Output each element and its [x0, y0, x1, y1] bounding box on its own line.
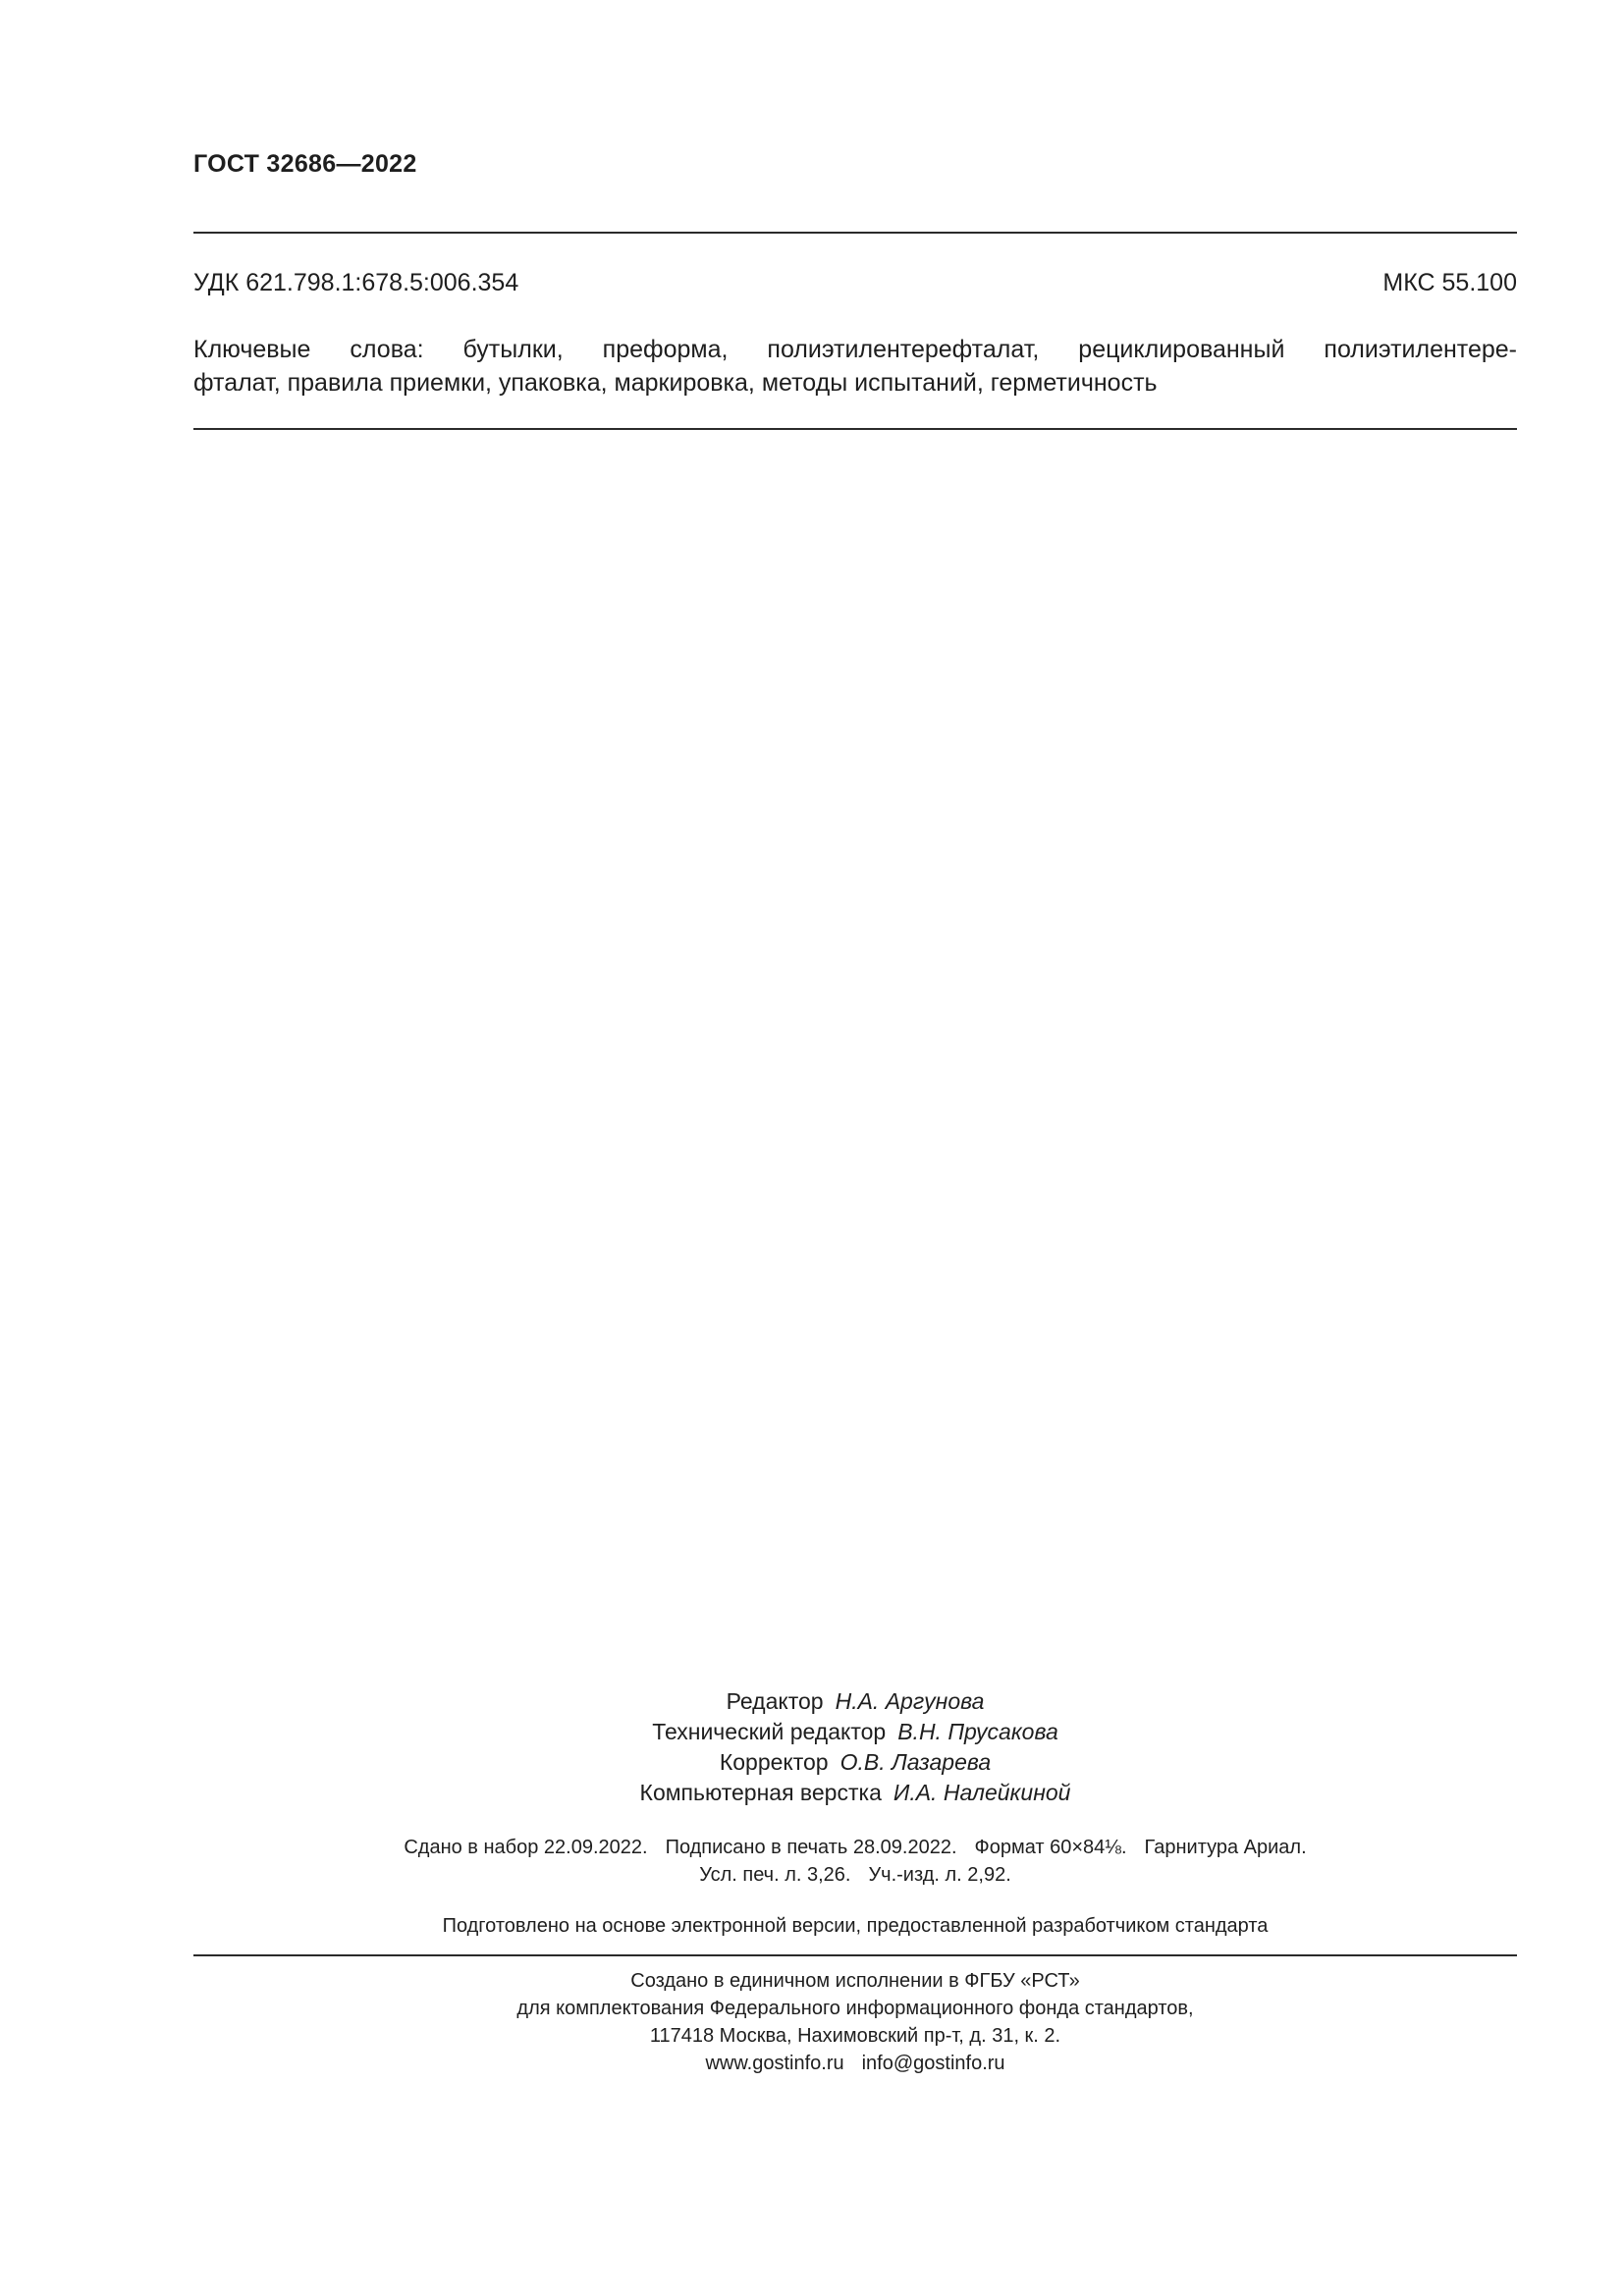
submitted-date: Сдано в набор 22.09.2022. [404, 1837, 648, 1858]
publisher-divider [193, 1954, 1517, 1956]
paper-format: Формат 60×84⅛. [974, 1837, 1127, 1858]
credit-role: Корректор [719, 1749, 829, 1775]
publishing-sheets: Уч.-изд. л. 2,92. [868, 1864, 1011, 1886]
keywords-block [193, 333, 1517, 400]
print-info-line-1 [193, 1834, 1517, 1861]
top-divider [193, 232, 1517, 234]
editorial-credits [193, 1686, 1517, 1808]
publisher-block [193, 1967, 1517, 2077]
publisher-line-1: Создано в единичном исполнении в ФГБУ «РСТ» [630, 1970, 1080, 1992]
publisher-line-2: для комплектования Федерального информационного фонда стандартов, [516, 1998, 1194, 2019]
publisher-contacts [193, 2050, 1517, 2077]
print-info-line-2 [193, 1861, 1517, 1889]
credit-role: Технический редактор [652, 1719, 887, 1744]
signed-date: Подписано в печать 28.09.2022. [665, 1837, 957, 1858]
email-link[interactable]: info@gostinfo.ru [861, 2053, 1005, 2074]
prepared-note: Подготовлено на основе электронной версии, предоставленной разработчиком стандарта [442, 1915, 1269, 1937]
keywords-line-2: фталат, правила приемки, упаковка, маркировка, методы испытаний, герметичность [193, 369, 1158, 397]
website-link[interactable]: www.gostinfo.ru [705, 2053, 844, 2074]
credit-person: О.В. Лазарева [839, 1749, 992, 1775]
print-sheets: Усл. печ. л. 3,26. [699, 1864, 851, 1886]
credit-proofreader [193, 1747, 1517, 1778]
credit-role: Компьютерная верстка [639, 1780, 882, 1805]
keywords-divider [193, 428, 1517, 430]
credit-editor [193, 1686, 1517, 1717]
document-page [193, 0, 1517, 2296]
udk-code: УДК 621.798.1:678.5:006.354 [193, 269, 519, 296]
print-information [193, 1834, 1517, 1889]
credit-person: В.Н. Прусакова [897, 1719, 1058, 1744]
mks-code: МКС 55.100 [1382, 269, 1517, 296]
standard-number: ГОСТ 32686—2022 [193, 150, 417, 178]
publisher-line-3: 117418 Москва, Нахимовский пр-т, д. 31, к. 2. [649, 2025, 1061, 2047]
classification-row [193, 269, 1517, 297]
keywords-line-1: Ключевые слова: бутылки, преформа, полиэтилентерефталат, рециклированный полиэтилентере- [193, 336, 1517, 363]
credit-layout [193, 1778, 1517, 1808]
credit-technical-editor [193, 1717, 1517, 1747]
credit-role: Редактор [726, 1688, 824, 1714]
credit-person: Н.А. Аргунова [835, 1688, 985, 1714]
typeface: Гарнитура Ариал. [1144, 1837, 1307, 1858]
credit-person: И.А. Налейкиной [893, 1780, 1071, 1805]
